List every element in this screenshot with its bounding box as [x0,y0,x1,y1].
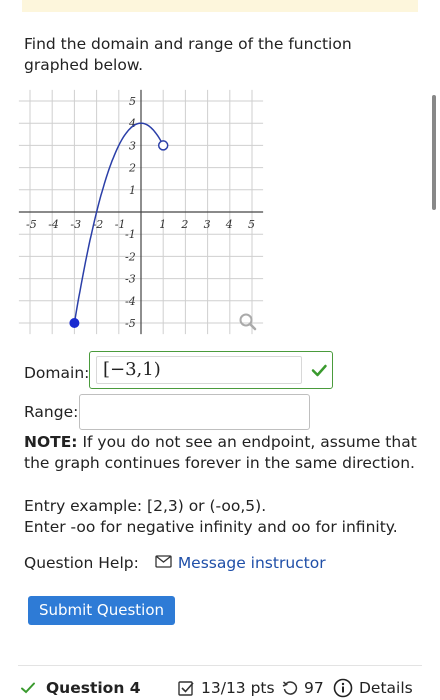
y-tick-label: 4 [129,117,136,131]
magnifier-icon[interactable] [241,315,256,330]
scrollbar[interactable] [432,95,436,210]
y-tick-label: -4 [125,294,136,308]
range-input[interactable] [79,394,310,430]
closed-endpoint [69,318,79,328]
envelope-icon [155,553,172,574]
message-instructor-link[interactable]: Message instructor [177,554,326,572]
x-tick-label: -2 [92,218,104,231]
x-tick-label: -5 [26,218,37,231]
x-tick-label: -4 [48,218,59,231]
attempts-text: 97 [304,679,324,697]
checkmark-icon [20,681,36,695]
note-bold: NOTE: [24,433,78,451]
x-tick-label: 2 [181,218,189,231]
top-banner [22,0,418,12]
y-tick-label: -3 [125,272,136,286]
attempts-indicator [282,678,324,698]
footer-divider [18,665,422,666]
x-tick-label: 4 [225,218,233,231]
checkbox-icon [178,680,195,696]
details-label: Details [359,679,413,697]
y-tick-label: 3 [129,139,136,153]
question-help-label: Question Help: [24,554,139,572]
open-endpoint [159,141,168,150]
x-tick-label: 5 [248,218,255,231]
domain-input[interactable]: [−3,1) [96,356,302,384]
submit-question-button[interactable]: Submit Question [28,596,175,625]
info-icon [333,678,353,698]
question-label: Question 4 [46,679,141,697]
entry-example: Entry example: [2,3) or (-oo,5). [24,497,267,515]
question-help [24,553,326,574]
undo-icon [282,680,298,696]
y-tick-label: -5 [125,317,136,330]
entry-infinity-hint: Enter -oo for negative infinity and oo for infinity. [24,518,398,536]
points-indicator [178,678,275,698]
function-graph [0,88,270,338]
note-body: If you do not see an endpoint, assume that the graph continues forever in the same direction. [24,433,417,472]
x-tick-label: -1 [114,218,126,231]
details-button[interactable] [333,678,413,698]
question-status[interactable] [20,678,141,698]
points-text: 13/13 pts [201,679,275,697]
y-tick-label: -2 [125,250,136,264]
question-prompt: Find the domain and range of the function graphed below. [24,35,352,74]
x-tick-label: 3 [203,218,211,231]
y-tick-label: 5 [129,95,136,108]
domain-answer-box[interactable] [89,351,333,389]
y-tick-label: 1 [129,183,136,197]
checkmark-icon [310,361,328,379]
x-tick-label: -3 [70,218,82,231]
graph-svg [0,88,270,338]
range-label: Range: [24,403,79,421]
graph-axes [19,90,263,334]
domain-label: Domain: [24,364,90,382]
note-text [24,432,424,474]
y-tick-label: -1 [125,228,136,242]
y-tick-label: 2 [129,161,136,175]
entry-instructions [24,496,424,538]
question-footer [0,676,440,700]
x-tick-label: 1 [159,218,167,231]
